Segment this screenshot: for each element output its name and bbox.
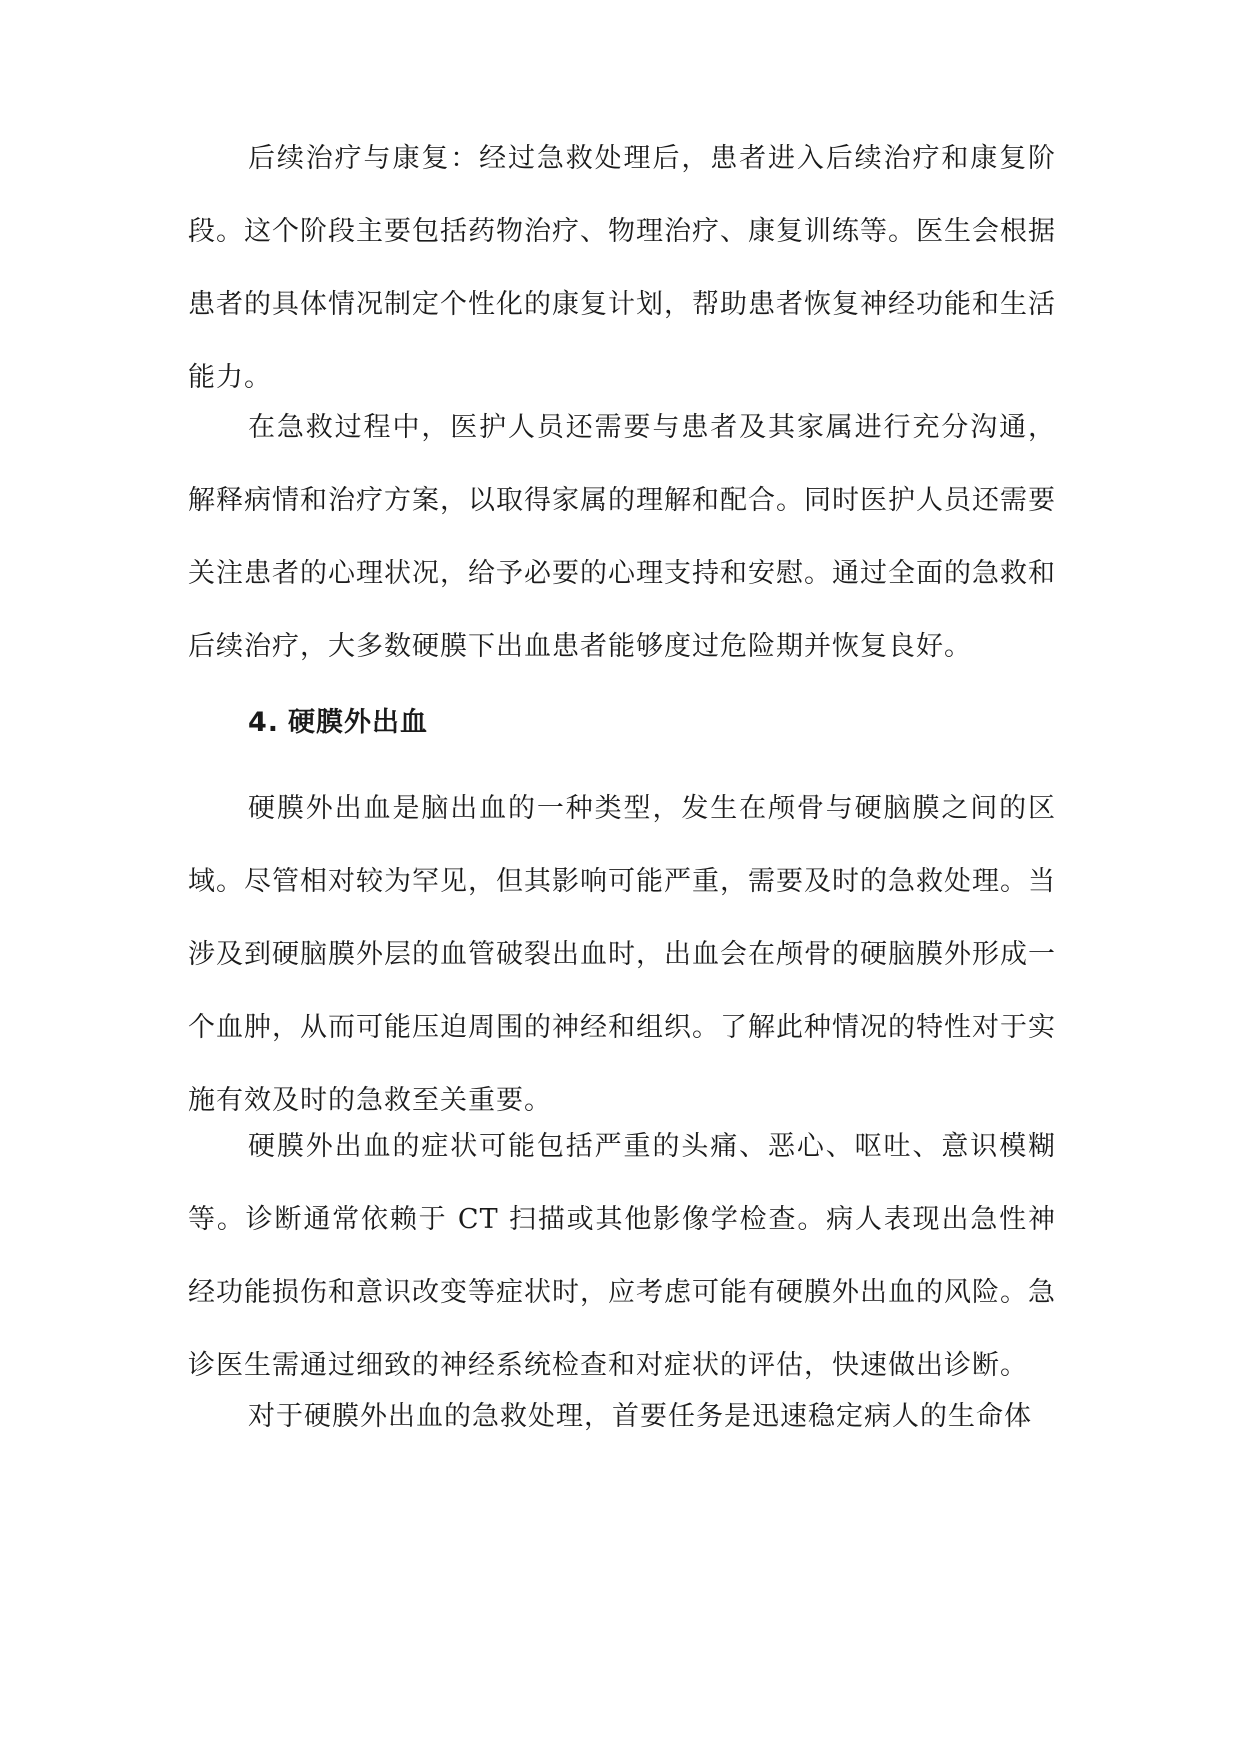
section-heading [188,703,1056,743]
paragraph-text: 对于硬膜外出血的急救处理，首要任务是迅速稳定病人的生命体 [248,1401,1032,1432]
paragraph-rehab [188,122,1056,414]
paragraph-definition [188,772,1056,1137]
paragraph-text: 在急救过程中，医护人员还需要与患者及其家属进行充分沟通，解释病情和治疗方案，以取得家属的理解和配合。同时医护人员还需要关注患者的心理状况，给予必要的心理支持和安慰。通过全面的急救和后续治疗，大多数硬膜下出血患者能够度过危险期并恢复良好。 [188,412,1056,662]
section-number: 4. [248,707,280,738]
section-title-text: 硬膜外出血 [288,707,428,738]
paragraph-text: 后续治疗与康复：经过急救处理后，患者进入后续治疗和康复阶段。这个阶段主要包括药物治疗、物理治疗、康复训练等。医生会根据患者的具体情况制定个性化的康复计划，帮助患者恢复神经功能和生活能力。 [188,143,1056,393]
paragraph-communication [188,391,1056,683]
paragraph-text: 硬膜外出血是脑出血的一种类型，发生在颅骨与硬脑膜之间的区域。尽管相对较为罕见，但其影响可能严重，需要及时的急救处理。当涉及到硬脑膜外层的血管破裂出血时，出血会在颅骨的硬脑膜外形成一个血肿，从而可能压迫周围的神经和组织。了解此种情况的特性对于实施有效及时的急救至关重要。 [188,793,1056,1116]
section-title [188,703,1056,743]
paragraph-first-aid [188,1380,1056,1453]
paragraph-text: 硬膜外出血的症状可能包括严重的头痛、恶心、呕吐、意识模糊等。诊断通常依赖于 CT 扫描或其他影像学检查。病人表现出急性神经功能损伤和意识改变等症状时，应考虑可能有硬膜外出血的风险。急诊医生需通过细致的神经系统检查和对症状的评估，快速做出诊断。 [188,1131,1056,1381]
paragraph-symptoms [188,1110,1056,1402]
